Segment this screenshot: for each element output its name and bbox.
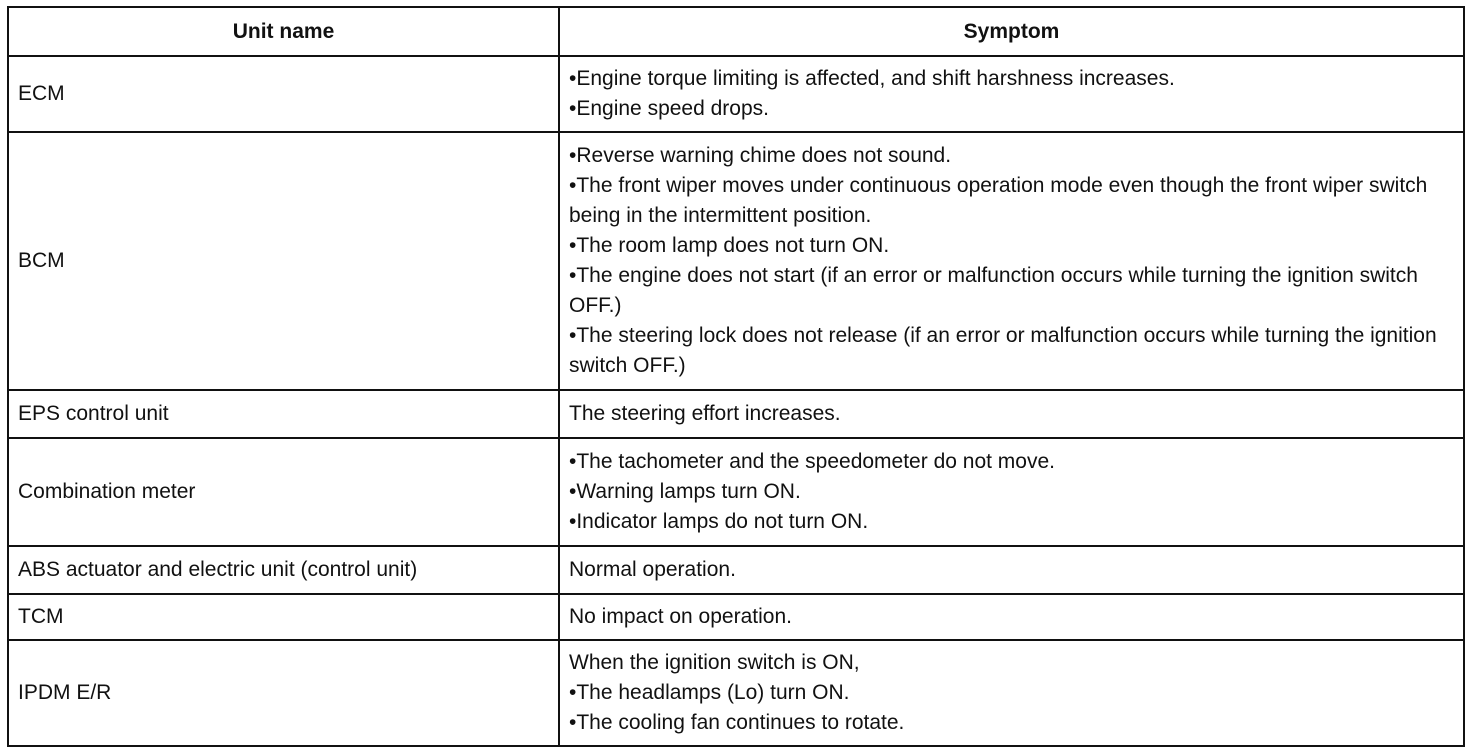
table-row-tcm [8,594,1464,640]
table-header-row [8,7,1464,56]
symptom-header: Symptom [559,7,1464,56]
unit-cell: EPS control unit [8,390,559,438]
symptom-cell [559,132,1464,390]
unit-symptom-table [7,6,1465,747]
symptom-line: •The front wiper moves under continuous operation mode even though the front wiper switch being in the intermittent position. [569,174,1428,227]
symptom-line: •The headlamps (Lo) turn ON. [569,681,850,704]
symptom-line: •The tachometer and the speedometer do not move. [569,450,1055,473]
unit-cell: IPDM E/R [8,640,559,746]
symptom-cell [559,56,1464,132]
unit-cell: ECM [8,56,559,132]
symptom-cell [559,546,1464,594]
unit-cell: Combination meter [8,438,559,546]
table-row-eps [8,390,1464,438]
symptom-line: •Indicator lamps do not turn ON. [569,510,869,533]
symptom-line: •Engine torque limiting is affected, and shift harshness increases. [569,67,1175,90]
unit-cell: ABS actuator and electric unit (control unit) [8,546,559,594]
table-row-bcm [8,132,1464,390]
table-row-combination-meter [8,438,1464,546]
table-row-ecm [8,56,1464,132]
symptom-line: No impact on operation. [569,605,792,628]
symptom-line: •The cooling fan continues to rotate. [569,711,905,734]
symptom-line: Normal operation. [569,558,736,581]
unit-cell: TCM [8,594,559,640]
symptom-line: The steering effort increases. [569,402,841,425]
symptom-cell [559,640,1464,746]
symptom-line: •The steering lock does not release (if an error or malfunction occurs while turning the ignition switch OFF.) [569,324,1437,377]
unit-name-header: Unit name [8,7,559,56]
symptom-cell [559,438,1464,546]
table-row-ipdm [8,640,1464,746]
table-row-abs [8,546,1464,594]
symptom-line: •Warning lamps turn ON. [569,480,801,503]
symptom-cell [559,594,1464,640]
symptom-line: When the ignition switch is ON, [569,651,860,674]
symptom-line: •Engine speed drops. [569,97,769,120]
unit-cell: BCM [8,132,559,390]
symptom-cell [559,390,1464,438]
symptom-line: •The room lamp does not turn ON. [569,234,890,257]
symptom-line: •Reverse warning chime does not sound. [569,144,952,167]
symptom-line: •The engine does not start (if an error or malfunction occurs while turning the ignition switch OFF.) [569,264,1418,317]
